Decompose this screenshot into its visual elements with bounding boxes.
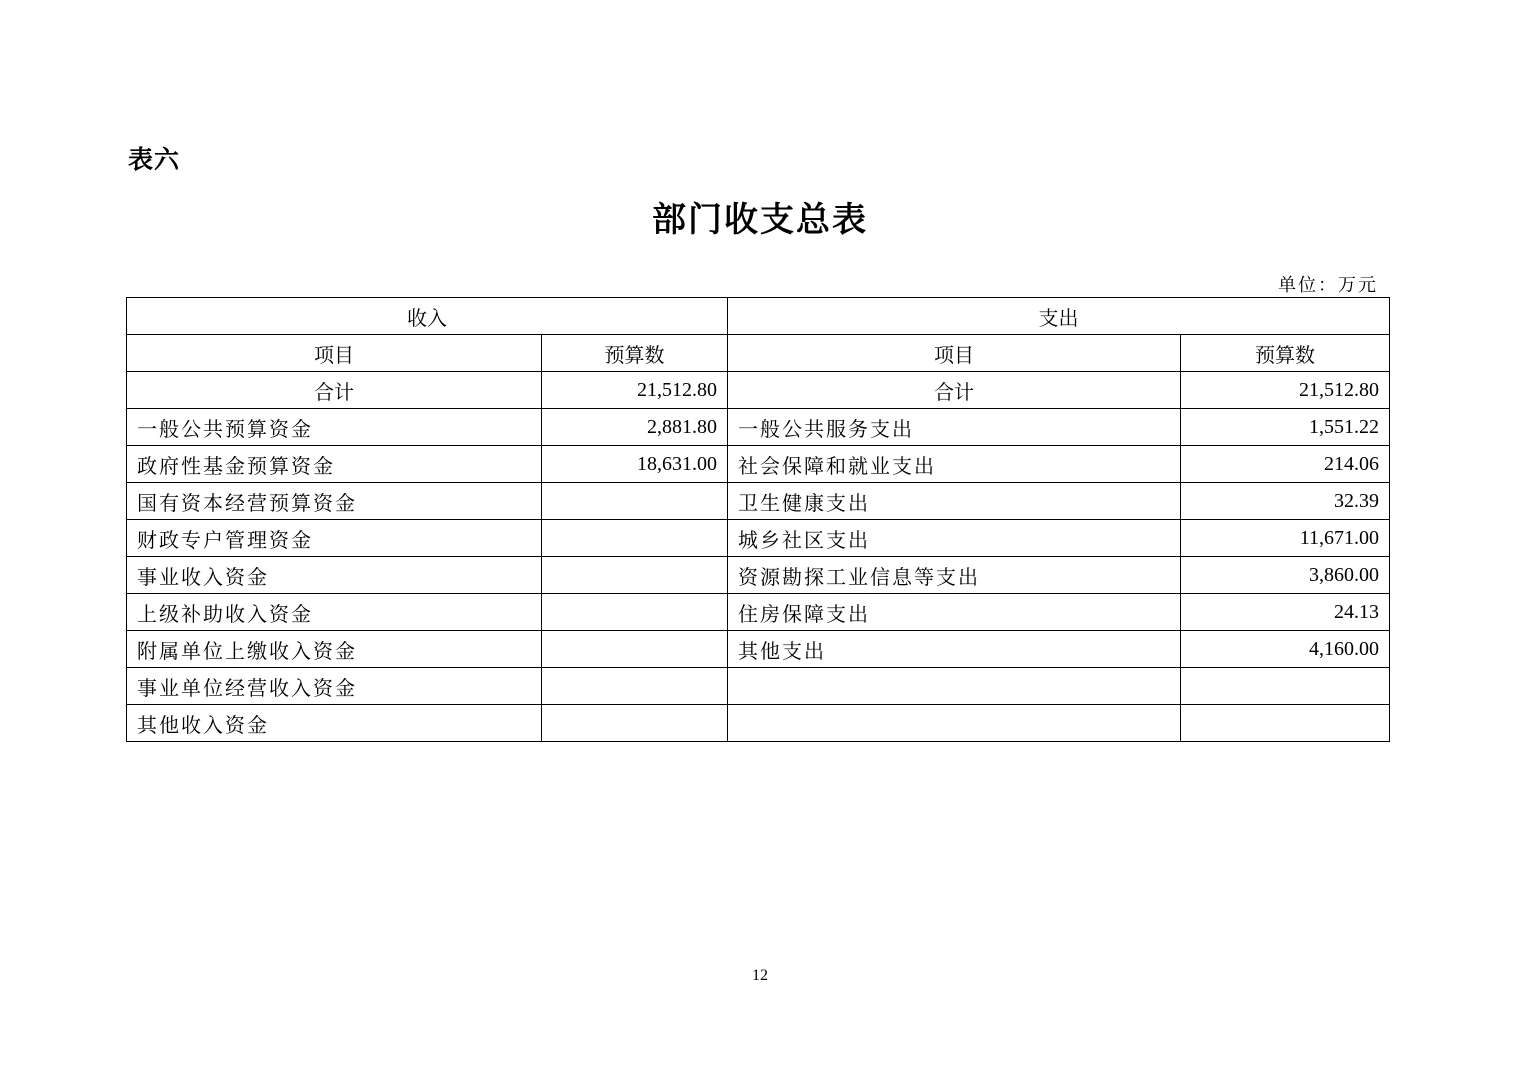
table-row (127, 409, 1390, 446)
expense-item-cell (728, 668, 1181, 705)
income-value-cell: 2,881.80 (542, 409, 728, 446)
table-row (127, 631, 1390, 668)
expense-item-header: 项目 (728, 335, 1181, 372)
expense-value-cell: 11,671.00 (1181, 520, 1390, 557)
income-item-cell: 一般公共预算资金 (127, 409, 542, 446)
expense-item-cell: 资源勘探工业信息等支出 (728, 557, 1181, 594)
table-row (127, 668, 1390, 705)
table-row (127, 446, 1390, 483)
expense-item-cell: 一般公共服务支出 (728, 409, 1181, 446)
expense-value-cell: 24.13 (1181, 594, 1390, 631)
income-header: 收入 (127, 298, 728, 335)
table-row (127, 483, 1390, 520)
column-header-row (127, 335, 1390, 372)
expense-value-cell: 4,160.00 (1181, 631, 1390, 668)
expense-item-cell: 住房保障支出 (728, 594, 1181, 631)
expense-item-cell (728, 705, 1181, 742)
table-row (127, 520, 1390, 557)
income-total-label: 合计 (127, 372, 542, 409)
expense-value-cell: 214.06 (1181, 446, 1390, 483)
income-value-cell (542, 631, 728, 668)
expense-item-cell: 卫生健康支出 (728, 483, 1181, 520)
expense-value-cell: 3,860.00 (1181, 557, 1390, 594)
unit-label: 单位：万元 (1278, 275, 1378, 296)
expense-item-cell: 城乡社区支出 (728, 520, 1181, 557)
income-value-cell (542, 483, 728, 520)
income-item-cell: 国有资本经营预算资金 (127, 483, 542, 520)
income-item-cell: 附属单位上缴收入资金 (127, 631, 542, 668)
expense-total-value: 21,512.80 (1181, 372, 1390, 409)
income-value-cell (542, 594, 728, 631)
budget-table-body (127, 298, 1390, 742)
income-value-cell (542, 520, 728, 557)
expense-value-cell (1181, 668, 1390, 705)
income-item-header: 项目 (127, 335, 542, 372)
income-value-cell: 18,631.00 (542, 446, 728, 483)
expense-header: 支出 (728, 298, 1390, 335)
income-item-cell: 事业收入资金 (127, 557, 542, 594)
income-budget-header: 预算数 (542, 335, 728, 372)
income-item-cell: 政府性基金预算资金 (127, 446, 542, 483)
table-row (127, 557, 1390, 594)
table-row (127, 705, 1390, 742)
section-header-row (127, 298, 1390, 335)
income-value-cell (542, 557, 728, 594)
income-value-cell (542, 705, 728, 742)
total-row (127, 372, 1390, 409)
expense-value-cell: 1,551.22 (1181, 409, 1390, 446)
expense-item-cell: 其他支出 (728, 631, 1181, 668)
expense-budget-header: 预算数 (1181, 335, 1390, 372)
income-item-cell: 财政专户管理资金 (127, 520, 542, 557)
income-item-cell: 上级补助收入资金 (127, 594, 542, 631)
table-row (127, 594, 1390, 631)
budget-table (126, 297, 1390, 742)
income-item-cell: 其他收入资金 (127, 705, 542, 742)
income-value-cell (542, 668, 728, 705)
income-total-value: 21,512.80 (542, 372, 728, 409)
page-number: 12 (752, 967, 768, 984)
expense-total-label: 合计 (728, 372, 1181, 409)
page-title: 部门收支总表 (652, 200, 868, 240)
expense-item-cell: 社会保障和就业支出 (728, 446, 1181, 483)
income-item-cell: 事业单位经营收入资金 (127, 668, 542, 705)
expense-value-cell (1181, 705, 1390, 742)
expense-value-cell: 32.39 (1181, 483, 1390, 520)
table-label: 表六 (128, 145, 181, 174)
